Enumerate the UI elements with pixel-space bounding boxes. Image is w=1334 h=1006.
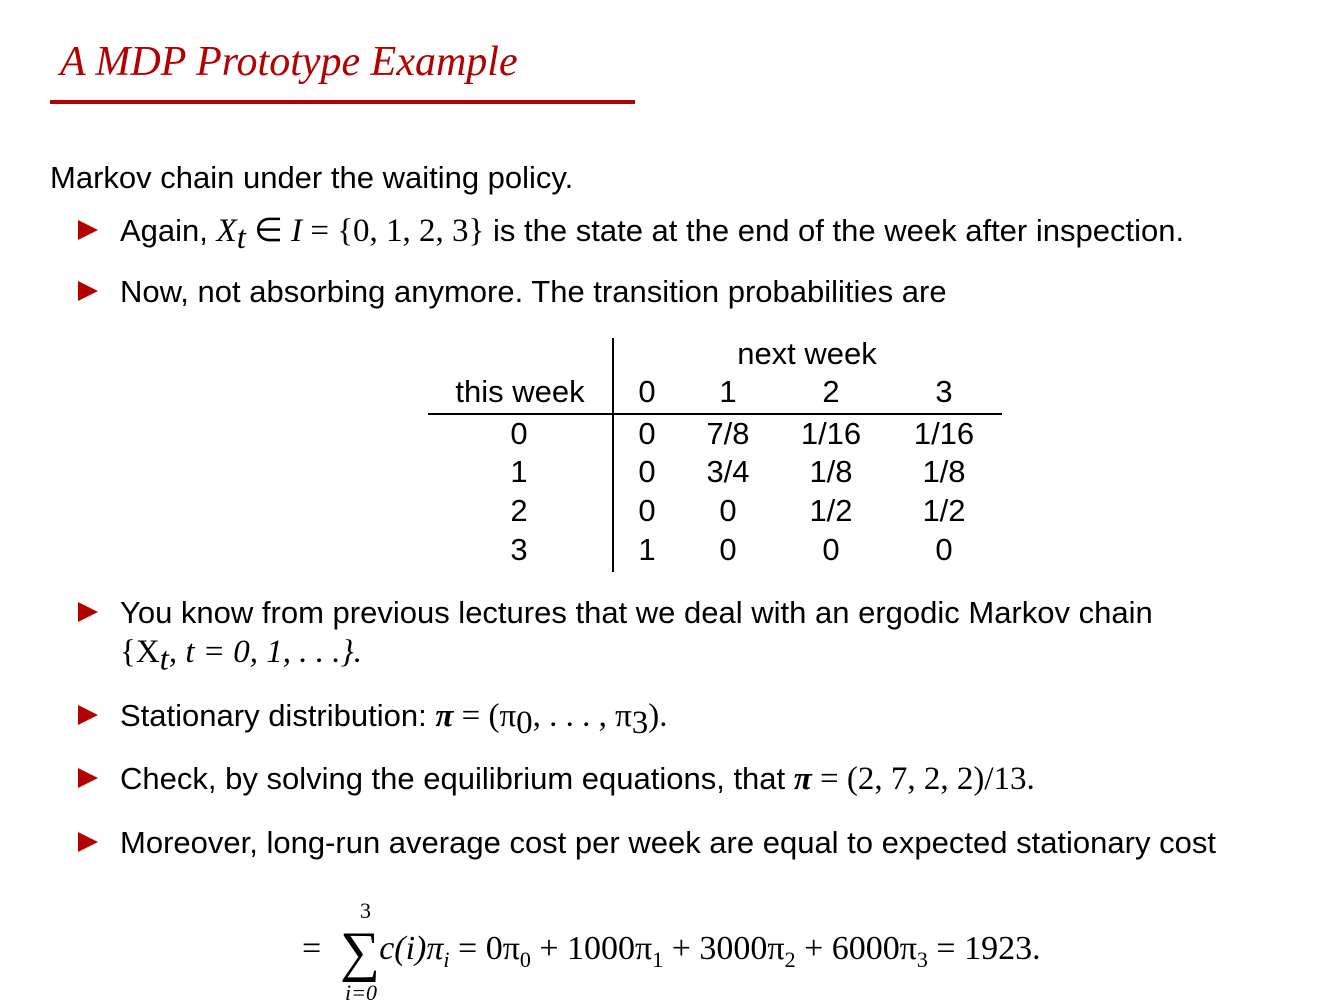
table-col-header: 3 [935, 374, 953, 409]
table-col-header: 1 [719, 374, 737, 409]
cost-formula: = $c(i)\pi_i = 0\pi_0 + 1000\pi_1 + 3000\pi_2 + 6000\pi_3 = 1923$. [302, 930, 1041, 972]
table-row-state: 0 [510, 416, 528, 451]
table-cell: 0 [719, 532, 737, 567]
table-cell: 0 [638, 493, 656, 528]
sum-sign-icon: ∑ [340, 921, 380, 983]
table-row-state: 2 [510, 493, 528, 528]
table-cell: 0 [638, 416, 656, 451]
table-cell: 1 [638, 532, 656, 567]
bullet-transition-intro: Now, not absorbing anymore. The transition probabilities are [78, 274, 947, 310]
bullet-ergodic: You know from previous lectures that we deal with an ergodic Markov chain [78, 595, 1153, 631]
bullet-triangle-icon [78, 768, 98, 788]
table-cell: 7/8 [706, 416, 750, 451]
table-cell: 1/16 [800, 416, 862, 451]
sum-lower-limit: i=0 [345, 980, 377, 1005]
bullet-state-space: Again, $X_t$ ∈ I = {0, 1, 2, 3} is the state at the end of the week after inspection. [78, 210, 1184, 257]
table-vertical-rule [612, 338, 614, 572]
table-row-state: 1 [510, 454, 528, 489]
bullet-ergodic-continuation: {$X_t$, t = 0, 1, . . .}. [120, 634, 362, 678]
sum-upper-limit: 3 [360, 898, 371, 923]
bullet-triangle-icon [78, 705, 98, 725]
table-cell: 1/16 [913, 416, 975, 451]
table-cell: 0 [822, 532, 840, 567]
table-group-header: next week [737, 336, 877, 371]
table-cell: 1/2 [922, 493, 966, 528]
bullet-triangle-icon [78, 602, 98, 622]
table-cell: 1/8 [922, 454, 966, 489]
table-row-state: 3 [510, 532, 528, 567]
bullet-triangle-icon [78, 220, 98, 240]
table-col-header: 2 [822, 374, 840, 409]
table-cell: 0 [719, 493, 737, 528]
title-underline [50, 100, 635, 104]
bullet-triangle-icon [78, 281, 98, 301]
table-cell: 1/8 [809, 454, 853, 489]
bullet-equilibrium: Check, by solving the equilibrium equations, that π = (2, 7, 2, 2)/13. [78, 761, 1035, 798]
table-horizontal-rule [428, 413, 1002, 415]
table-cell: 0 [638, 454, 656, 489]
slide-title: A MDP Prototype Example [60, 39, 518, 85]
bullet-triangle-icon [78, 832, 98, 852]
bullet-stationary: Stationary distribution: $\pi = (\pi_0$, . . . , $\pi_3$). [78, 698, 668, 742]
table-col-header: 0 [638, 374, 656, 409]
table-cell: 3/4 [706, 454, 750, 489]
table-cell: 0 [935, 532, 953, 567]
table-cell: 1/2 [809, 493, 853, 528]
bullet-long-run-cost: Moreover, long-run average cost per week are equal to expected stationary cost [78, 825, 1216, 861]
table-row-header: this week [455, 374, 585, 409]
intro-text: Markov chain under the waiting policy. [50, 160, 574, 195]
